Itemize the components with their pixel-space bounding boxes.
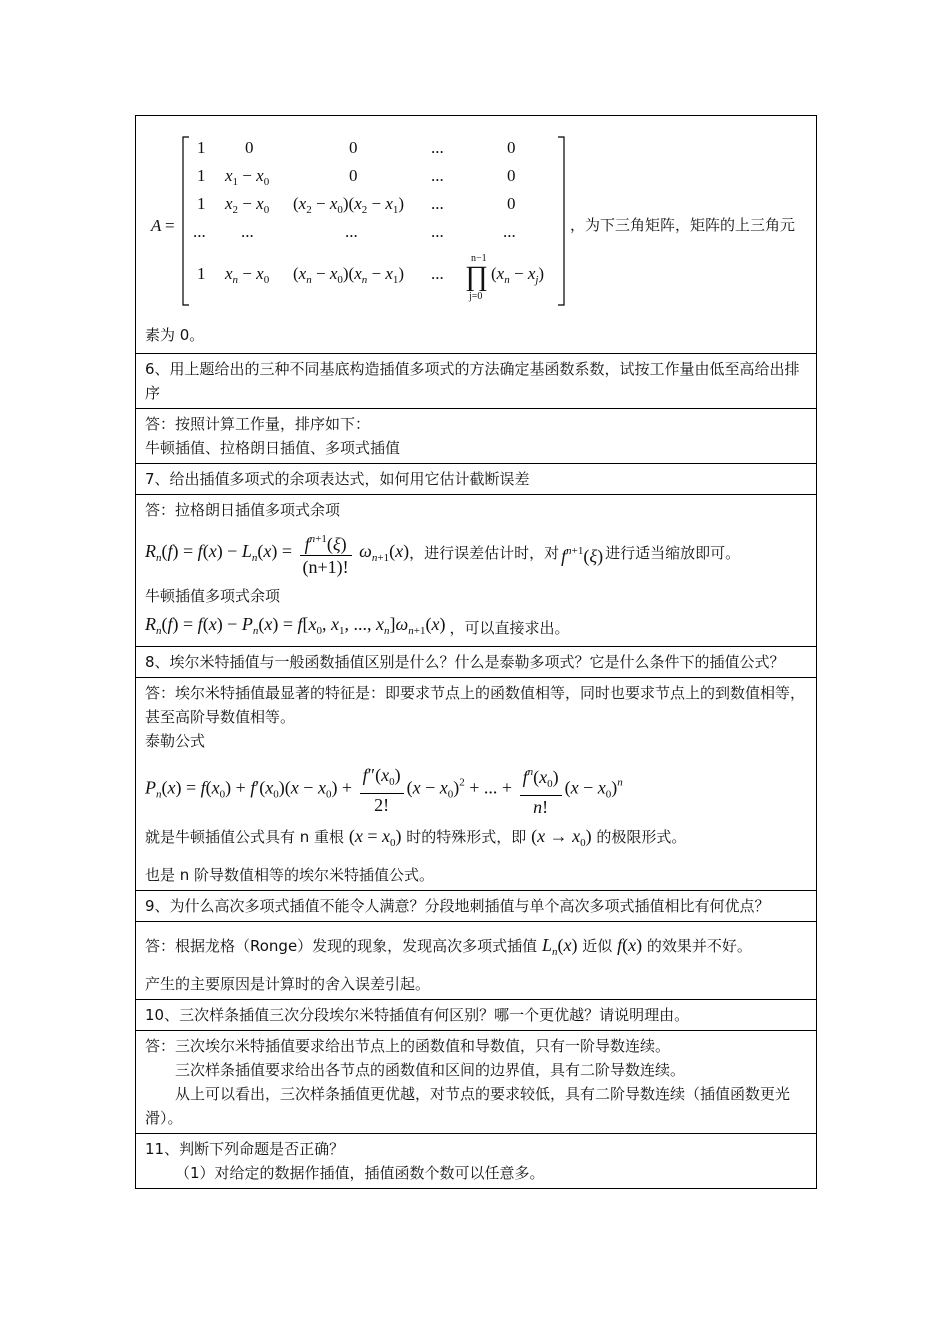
q7-answer-line1: 答：拉格朗日插值多项式余项 [145, 501, 341, 519]
svg-text:...: ... [503, 222, 516, 241]
svg-text:...: ... [431, 138, 444, 157]
q9-answer-line1a: 答：根据龙格（Ronge）发现的现象，发现高次多项式插值 [145, 937, 538, 955]
q9-answer-line1: 答：根据龙格（Ronge）发现的现象，发现高次多项式插值 $L_n(x)$ 近似 f(x) 的效果并不好。 [145, 935, 752, 958]
svg-text:n−1: n−1 [471, 253, 487, 264]
newton-remainder-formula: $R_n(f) = f(x) - P_n(x) = f[x_0$, $x_1$, ..., $x_n]\omega_{n+1}(x)$ [145, 614, 446, 637]
svg-text:x1 − x0: $x_1 - x_0$ [225, 166, 270, 188]
svg-text:...: ... [431, 222, 444, 241]
svg-text:x2 − x0: $x_2 - x_0$ [225, 194, 270, 216]
q8-question-row [136, 647, 817, 678]
q7-question-row [136, 464, 817, 495]
q8-answer-line2: 泰勒公式 [145, 732, 206, 750]
q8-question: 8、埃尔米特插值与一般函数插值区别是什么？什么是泰勒多项式？它是什么条件下的插值公式？ [136, 647, 817, 678]
svg-text:∏: ∏ [465, 261, 489, 292]
svg-text:=: = [165, 216, 175, 235]
svg-text:1: 1 [197, 166, 206, 185]
q10-answer-line3: 从上可以看出，三次样条插值更优越，对节点的要求较低，具有二阶导数连续（插值函数更光滑）。 [145, 1085, 791, 1127]
q8-answer-line3: 就是牛顿插值公式具有 n 重根 $(x = x_0)$ 时的特殊形式，即 $(x \to x_0)$ 的极限形式。 [145, 826, 687, 849]
q6-answer-row [136, 409, 817, 464]
matrix-formula [145, 119, 806, 323]
q6-question: 6、用上题给出的三种不同基底构造插值多项式的方法确定基函数系数，试按工作量由低至高给出排序 [136, 354, 817, 409]
q9-question: 9、为什么高次多项式插值不能令人满意？分段地刺插值与单个高次多项式插值相比有何优点？ [136, 891, 817, 922]
q7-answer-line3: 牛顿插值多项式余项 [145, 587, 281, 605]
q8-answer-line3a: 就是牛顿插值公式具有 n 重根 [145, 828, 345, 846]
q10-answer-line2: 三次样条插值要求给出各节点的函数值和区间的边界值，具有二阶导数连续。 [175, 1061, 686, 1079]
q8-answer-line3b: 时的特殊形式，即 [406, 828, 527, 846]
svg-text:j=0: j=0 [469, 291, 483, 302]
q10-answer-row [136, 1031, 817, 1134]
q9-answer-line1b: 近似 [582, 937, 613, 955]
svg-text:1: 1 [197, 194, 206, 213]
q7-formula1-end: 进行适当缩放即可。 [605, 544, 741, 562]
q8-answer-line3c: 的极限形式。 [596, 828, 687, 846]
svg-text:A: A [151, 216, 162, 235]
svg-text:0: 0 [507, 194, 516, 213]
q7-question: 7、给出插值多项式的余项表达式，如何用它估计截断误差 [136, 464, 817, 495]
svg-text:0: 0 [349, 166, 358, 185]
svg-text:0: 0 [245, 138, 254, 157]
q10-answer-line1: 答：三次埃尔米特插值要求给出节点上的函数值和导数值，只有一阶导数连续。 [145, 1037, 671, 1055]
q6-answer-line1: 答：按照计算工作量，排序如下： [145, 415, 371, 433]
svg-text:...: ... [431, 166, 444, 185]
svg-text:0: 0 [349, 138, 358, 157]
qa-table [135, 115, 817, 1189]
q7-formula1: $R_n(f) = f(x) - L_n(x)$ = $\frac{f^{n+1}(\xi)}{(n+1)!}$ $\omega_{n+1}(x)$ ，进行误差估计时，对 $f^{n+1}(\xi)$ 进行适当缩放即可。 [145, 528, 806, 578]
svg-text:(xn − x0)(xn − x1): $(x_n - x_0)(x_n - x_1)$ [293, 264, 405, 286]
q11-row [136, 1134, 817, 1189]
matrix-row [136, 116, 817, 354]
q7-formula2 [145, 612, 806, 643]
taylor-formula: $P_n(x) = f(x_0) + f'(x_0)(x - x_0)$ + $\frac{f''(x_0)}{2!}$ $(x - x_0)^2$ + ... + $\frac{f^n(x_0)}{n!}$ $(x - x_0)^n$ [145, 761, 806, 818]
q11-item1: （1）对给定的数据作插值，插值函数个数可以任意多。 [175, 1164, 545, 1182]
q6-answer-line2: 牛顿插值、拉格朗日插值、多项式插值 [145, 439, 401, 457]
svg-text:1: 1 [197, 138, 206, 157]
q6-question-row [136, 354, 817, 409]
q9-answer-line2: 产生的主要原因是计算时的舍入误差引起。 [145, 975, 431, 993]
q10-question: 10、三次样条插值三次分段埃尔米特插值有何区别？哪一个更优越？请说明理由。 [136, 1000, 817, 1031]
q10-question-row [136, 1000, 817, 1031]
q7-formula2-tail: ，可以直接求出。 [449, 618, 570, 637]
q9-answer-row [136, 922, 817, 1000]
matrix-tail-text: ，为下三角矩阵，矩阵的上三角元 [570, 216, 796, 234]
svg-text:...: ... [241, 222, 254, 241]
q9-question-row [136, 891, 817, 922]
lagrange-remainder-formula: $R_n(f) = f(x) - L_n(x)$ = $\frac{f^{n+1}(\xi)}{(n+1)!}$ $\omega_{n+1}(x)$ [145, 528, 409, 578]
q11-question: 11、判断下列命题是否正确？ [145, 1140, 345, 1158]
svg-text:0: 0 [507, 138, 516, 157]
q7-formula1-tail: ，进行误差估计时，对 [409, 544, 560, 562]
q8-answer-line1: 答：埃尔米特插值最显著的特征是：即要求节点上的函数值相等，同时也要求节点上的到数值相等，甚至高阶导数值相等。 [145, 684, 806, 726]
svg-text:(xn − xj): $(x_n - x_j)$ [491, 264, 545, 286]
q9-answer-line1c: 的效果并不好。 [646, 937, 752, 955]
q7-answer-row [136, 495, 817, 647]
svg-text:1: 1 [197, 264, 206, 283]
matrix-cont-text: 素为 0。 [145, 326, 205, 344]
svg-text:0: 0 [507, 166, 516, 185]
q8-answer-row [136, 678, 817, 891]
svg-text:(x2 − x0)(x2 − x1): $(x_2 - x_0)(x_2 - x_1)$ [293, 194, 405, 216]
svg-text:...: ... [193, 222, 206, 241]
svg-text:xn − x0: $x_n - x_0$ [225, 264, 270, 286]
svg-text:...: ... [431, 194, 444, 213]
q8-answer-line4: 也是 n 阶导数值相等的埃尔米特插值公式。 [145, 866, 435, 884]
svg-text:...: ... [431, 264, 444, 283]
svg-text:...: ... [345, 222, 358, 241]
